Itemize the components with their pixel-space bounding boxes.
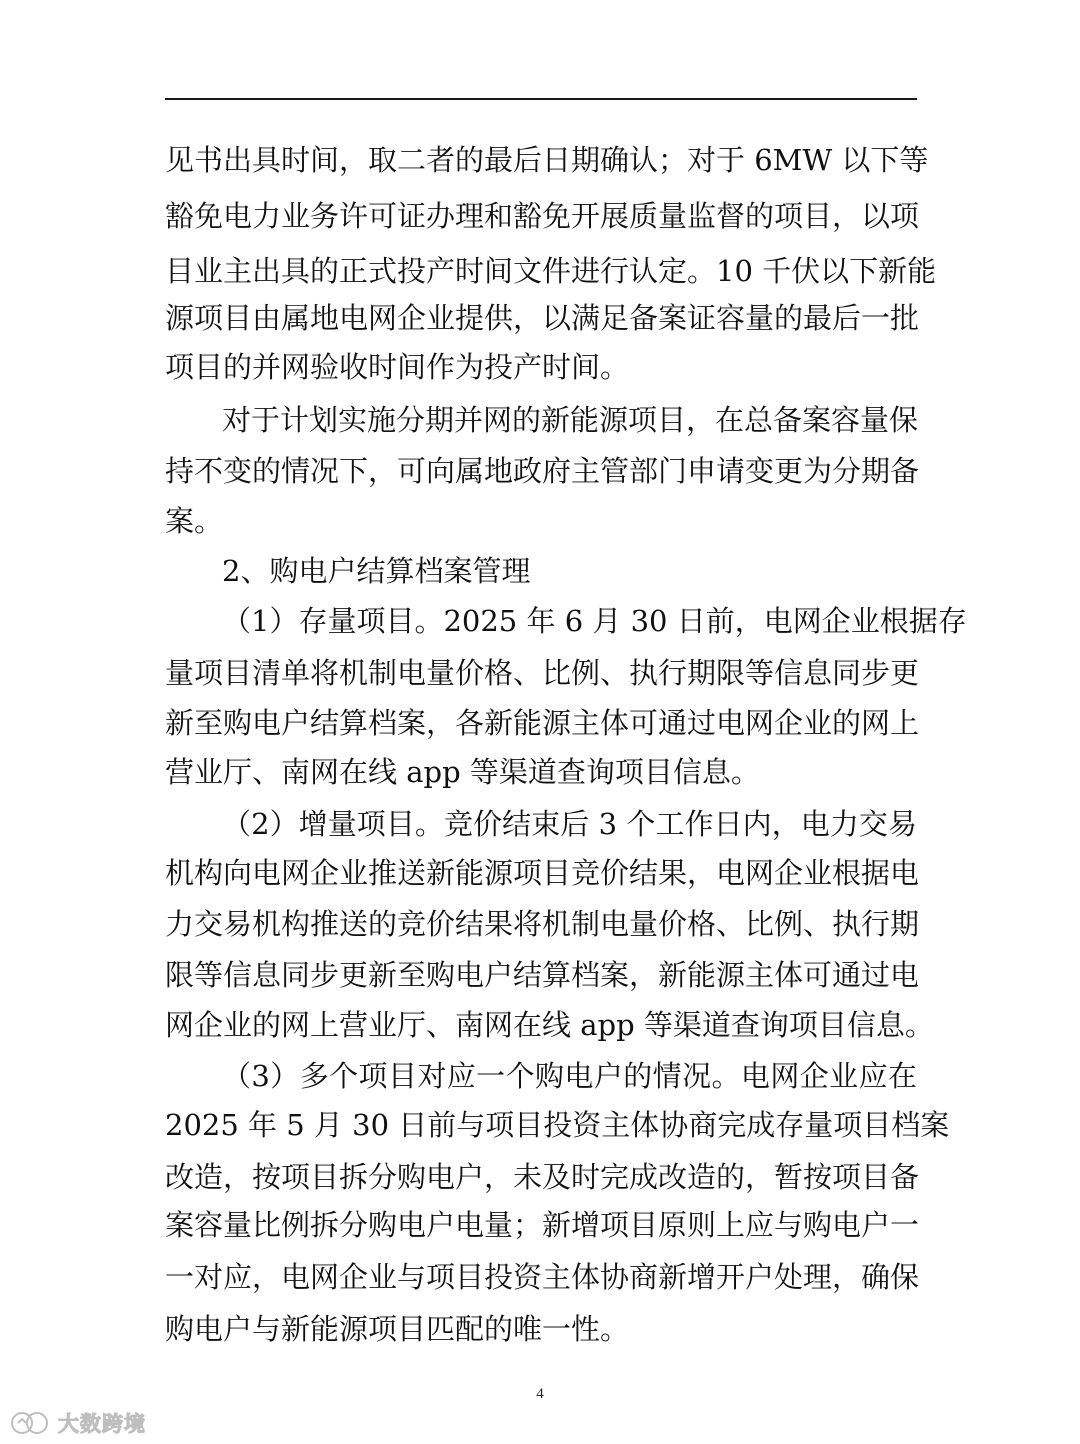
text-line: （2）增量项目。竞价结束后 3 个工作日内，电力交易 bbox=[222, 807, 917, 841]
text-line: 案容量比例拆分购电户电量；新增项目原则上应与购电户一 bbox=[165, 1208, 920, 1242]
watermark bbox=[8, 1406, 146, 1440]
text-line: （1）存量项目。2025 年 6 月 30 日前，电网企业根据存 bbox=[222, 604, 967, 638]
text-line: 2025 年 5 月 30 日前与项目投资主体协商完成存量项目档案 bbox=[165, 1108, 950, 1142]
text-line: 项目的并网验收时间作为投产时间。 bbox=[165, 350, 630, 384]
watermark-logo-icon bbox=[8, 1408, 52, 1438]
text-line: 力交易机构推送的竞价结果将机制电量价格、比例、执行期 bbox=[165, 907, 920, 941]
text-line: 持不变的情况下，可向属地政府主管部门申请变更为分期备 bbox=[165, 454, 920, 488]
text-line: 限等信息同步更新至购电户结算档案，新能源主体可通过电 bbox=[165, 958, 920, 992]
text-line: 新至购电户结算档案，各新能源主体可通过电网企业的网上 bbox=[165, 706, 920, 740]
section-heading: 2、购电户结算档案管理 bbox=[222, 554, 531, 588]
text-line: （3）多个项目对应一个购电户的情况。电网企业应在 bbox=[222, 1059, 917, 1093]
text-line: 营业厅、南网在线 app 等渠道查询项目信息。 bbox=[165, 755, 760, 789]
text-line: 机构向电网企业推送新能源项目竞价结果，电网企业根据电 bbox=[165, 856, 920, 890]
text-line: 目业主出具的正式投产时间文件进行认定。10 千伏以下新能 bbox=[165, 254, 937, 288]
text-line: 源项目由属地电网企业提供，以满足备案证容量的最后一批 bbox=[165, 301, 920, 335]
text-line: 豁免电力业务许可证办理和豁免开展质量监督的项目，以项 bbox=[165, 199, 920, 233]
text-line: 对于计划实施分期并网的新能源项目，在总备案容量保 bbox=[222, 403, 919, 437]
text-line: 案。 bbox=[165, 504, 224, 538]
text-line: 网企业的网上营业厅、南网在线 app 等渠道查询项目信息。 bbox=[165, 1008, 934, 1042]
header-rule bbox=[165, 98, 917, 100]
watermark-text: 大数跨境 bbox=[58, 1412, 146, 1436]
page-number: 4 bbox=[536, 1386, 544, 1402]
text-line: 见书出具时间，取二者的最后日期确认；对于 6MW 以下等 bbox=[165, 143, 929, 177]
text-line: 改造，按项目拆分购电户，未及时完成改造的，暂按项目备 bbox=[165, 1160, 920, 1194]
text-line: 量项目清单将机制电量价格、比例、执行期限等信息同步更 bbox=[165, 656, 920, 690]
text-line: 购电户与新能源项目匹配的唯一性。 bbox=[165, 1312, 630, 1346]
text-line: 一对应，电网企业与项目投资主体协商新增开户处理，确保 bbox=[165, 1260, 920, 1294]
